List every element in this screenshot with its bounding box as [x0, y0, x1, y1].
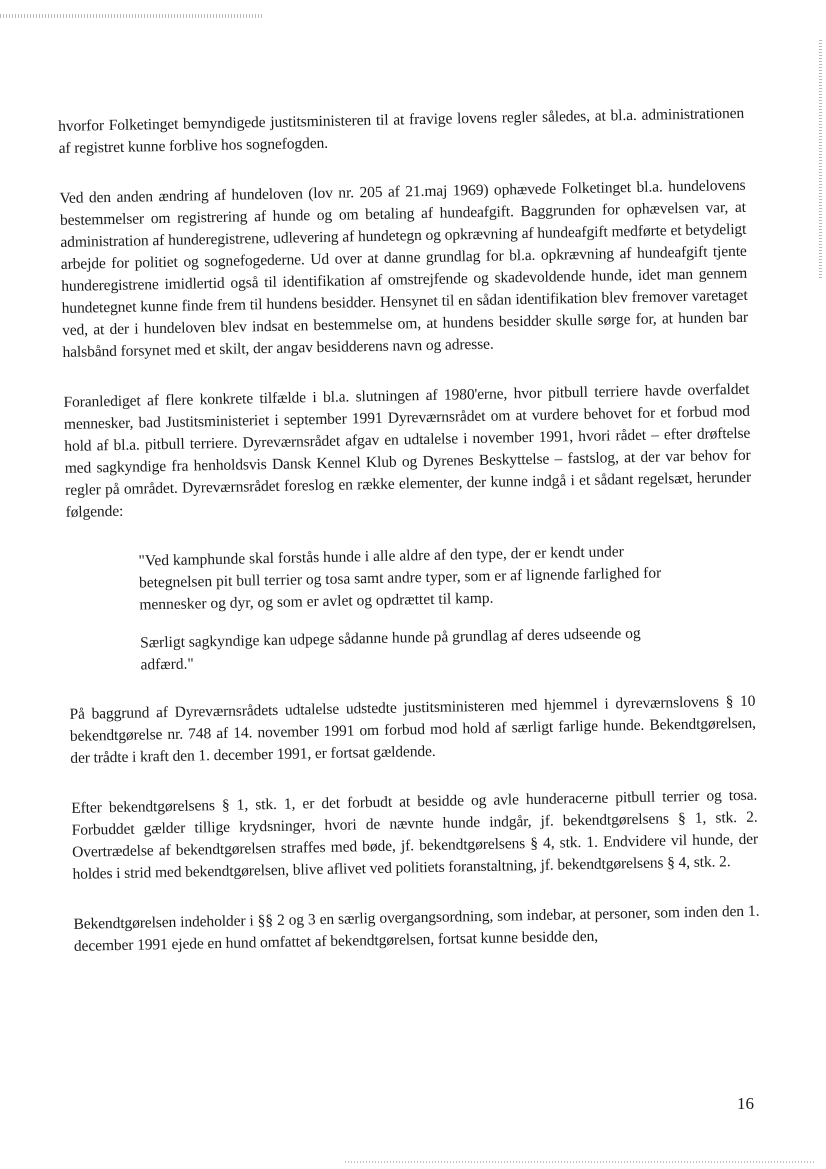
page-number: 16	[737, 1094, 754, 1113]
block-quote	[66, 539, 754, 678]
paragraph-forbud-details: Efter bekendtgørelsens § 1, stk. 1, er det forbudt at besidde og avle hunderacerne pitbull terrier og tosa. Forbuddet gælder tillige krydsninger, hvori de nævnte hunde indgår, jf. bekendtgørelsens § 1, stk. 2. Overtrædelse af bekendtgørelsen straffes med bøde, jf. bekendtgørelsens § 4, stk. 1. Endvidere vil hunde, der holdes i strid med bekendtgørelsen, blive aflivet ved politiets foranstaltning, jf. bekendtgørelsens § 4, stk. 2.	[71, 786, 759, 883]
paragraph-overgangsordning: Bekendtgørelsen indeholder i §§ 2 og 3 en særlig overgangsordning, som indebar, at personer, som inden den 1. december 1991 ejede en hund omfattet af bekendtgørelsen, fortsat kunne besidde den,	[73, 902, 760, 955]
paragraph-hundeloven-amendment: Ved den anden ændring af hundeloven (lov nr. 205 af 21.maj 1969) ophævede Folketinget bl.a. hundelovens bestemmelser om registrering af hunde og om betaling af hundeafgift. Baggrunden for ophævelsen var, at administration af hunderegistrene, udlevering af hundetegn og opkrævning af hundeafgift medførte et betydeligt arbejde for politiet og sognefogederne. Ud over at danne grundlag for bl.a. opkrævning af hundeafgift tjente hunderegistrene imidlertid også til identifikation af omstrejfende og skadevoldende hunde, idet man gennem hundetegnet kunne finde frem til hundens besidder. Hensynet til en sådan identifikation blev fremover varetaget ved, at der i hundeloven blev indsat en bestemmelse om, at hundens besidder skulle sørge for, at hunden bar halsbånd forsynet med et skilt, der angav besidderens navn og adresse.	[59, 176, 749, 361]
scan-artifact-bottom	[345, 1161, 815, 1163]
document-body	[58, 103, 761, 986]
scan-artifact-top	[0, 14, 262, 18]
paragraph-pitbull-background: Foranlediget af flere konkrete tilfælde i bl.a. slutningen af 1980'erne, hvor pitbull terriere havde overfaldet mennesker, bad Justitsministeriet i september 1991 Dyreværnsrådet om at vurdere behovet for et forbud mod hold af bl.a. pitbull terriere. Dyreværnsrådet afgav en udtalelse i november 1991, hvori rådet – efter drøftelse med sagkyndige fra henholdsvis Dansk Kennel Klub og Dyrenes Beskyttelse – fastslog, at der var behov for regler på området. Dyreværnsrådet foreslog en række elementer, der kunne indgå i et sådant regelsæt, herunder følgende:	[63, 380, 752, 521]
scan-artifact-right	[819, 40, 822, 280]
paragraph-continuation: hvorfor Folketinget bemyndigede justitsministeren til at fravige lovens regler således, at bl.a. administrationen af registret kunne forblive hos sognefogden.	[58, 104, 745, 157]
quote-paragraph-experts: Særligt sagkyndige kan udpege sådanne hunde på grundlag af deres udseende og adfærd."	[139, 624, 641, 674]
paragraph-bekendtgoerelse: På baggrund af Dyreværnsrådets udtalelse udstedte justitsministeren med hjemmel i dyreværnslovens § 10 bekendtgørelse nr. 748 af 14. november 1991 om forbud mod hold af særligt farlige hunde. Bekendtgørelsen, der trådte i kraft den 1. december 1991, er fortsat gældende.	[69, 692, 756, 767]
quote-paragraph-definition: "Ved kamphunde skal forstås hunde i alle aldre af den type, der er kendt under betegnelsen pit bull terrier og tosa samt andre typer, som er af lignende farlighed for mennesker og dyr, og som er avlet og opdrættet til kamp.	[138, 543, 662, 614]
